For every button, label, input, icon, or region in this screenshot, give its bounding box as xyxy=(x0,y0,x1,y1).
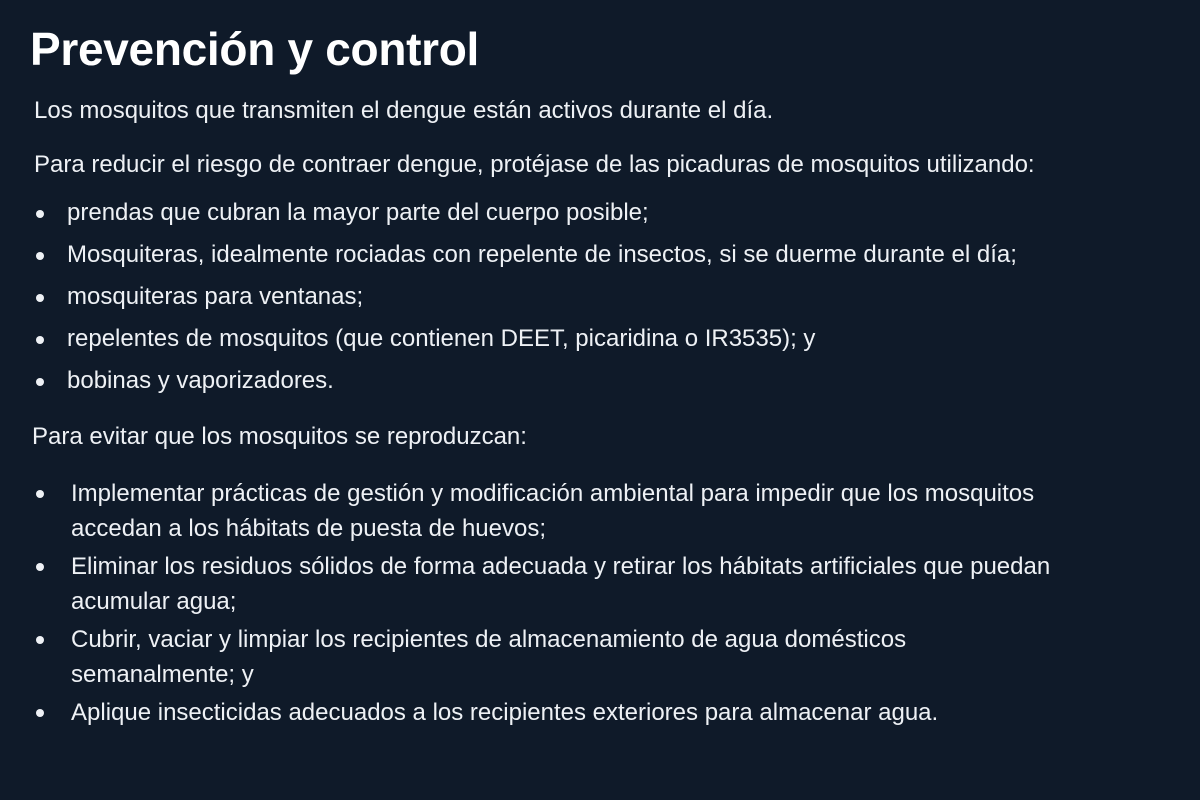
list-item xyxy=(30,196,1200,230)
bullet-icon xyxy=(36,636,44,644)
list-item xyxy=(30,476,1071,546)
page-title: Prevención y control xyxy=(30,23,480,75)
list-item xyxy=(30,280,1200,314)
intro-paragraph: Los mosquitos que transmiten el dengue están activos durante el día. xyxy=(34,97,774,124)
list-item-text: Mosquiteras, idealmente rociadas con repelente de insectos, si se duerme durante el día; xyxy=(67,241,1017,268)
list-item-text: Implementar prácticas de gestión y modificación ambiental para impedir que los mosquitos accedan a los hábitats de puesta de huevos; xyxy=(71,480,1035,542)
list-item xyxy=(30,322,1200,356)
bullet-icon xyxy=(36,709,44,717)
bullet-icon xyxy=(36,378,44,386)
bullet-icon xyxy=(36,563,44,571)
reduce-risk-paragraph: Para reducir el riesgo de contraer dengue, protéjase de las picaduras de mosquitos utilizando: xyxy=(34,151,1035,178)
list-item xyxy=(30,238,1200,272)
list-item-text: mosquiteras para ventanas; xyxy=(67,283,364,310)
list-item xyxy=(30,622,1071,692)
list-item xyxy=(30,364,1200,398)
protection-list xyxy=(30,196,1200,398)
list-item xyxy=(30,695,1071,730)
list-item-text: Cubrir, vaciar y limpiar los recipientes de almacenamiento de agua domésticos semanalmente; y xyxy=(71,626,907,688)
bullet-icon xyxy=(36,294,44,302)
bullet-icon xyxy=(36,210,44,218)
list-item-text: Aplique insecticidas adecuados a los recipientes exteriores para almacenar agua. xyxy=(71,699,939,726)
list-item-text: Eliminar los residuos sólidos de forma adecuada y retirar los hábitats artificiales que puedan acumular agua; xyxy=(71,553,1051,615)
list-item-text: prendas que cubran la mayor parte del cuerpo posible; xyxy=(67,199,649,226)
bullet-icon xyxy=(36,336,44,344)
breeding-list xyxy=(30,476,1200,730)
list-item xyxy=(30,549,1071,619)
list-item-text: repelentes de mosquitos (que contienen DEET, picaridina o IR3535); y xyxy=(67,325,816,352)
list-item-text: bobinas y vaporizadores. xyxy=(67,367,334,394)
breeding-intro-paragraph: Para evitar que los mosquitos se reproduzcan: xyxy=(32,423,527,450)
bullet-icon xyxy=(36,252,44,260)
bullet-icon xyxy=(36,490,44,498)
